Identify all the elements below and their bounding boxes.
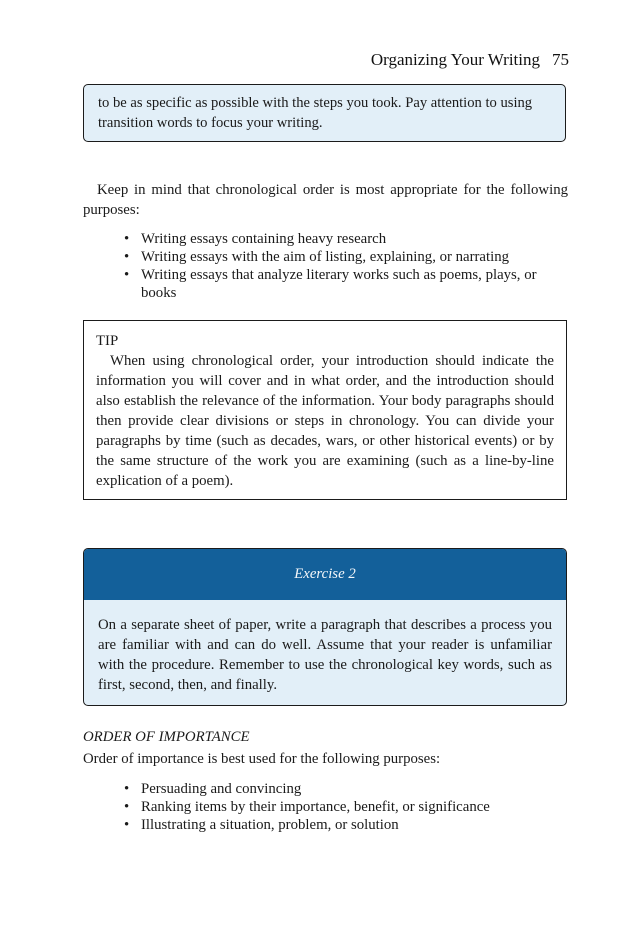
exercise-title: Exercise 2 <box>294 566 356 582</box>
chapter-title: Organizing Your Writing <box>370 50 540 69</box>
tip-box <box>83 320 567 500</box>
list-item: • Ranking items by their importance, benefit, or significance <box>124 798 564 816</box>
continued-exercise-box <box>83 84 566 142</box>
list-item: • Illustrating a situation, problem, or solution <box>124 816 564 834</box>
section-heading: ORDER OF IMPORTANCE <box>83 729 250 745</box>
exercise-header <box>84 549 566 600</box>
continued-exercise-text: to be as specific as possible with the steps you took. Pay attention to using transition words to focus your writing. <box>98 95 533 131</box>
exercise-box <box>83 548 567 706</box>
tip-text: When using chronological order, your introduction should indicate the information you will cover and in what order, and the introduction should also establish the relevance of the information. Your body paragraphs should then provide clear divisions or steps in chronology. You can divide your paragraphs by time (such as decades, wars, or other historical events) or by the same structure of the work you are examining (such as a line-by-line explication of a poem). <box>96 353 554 489</box>
list-item: • Persuading and convincing <box>124 780 564 798</box>
page-number: 75 <box>552 50 569 69</box>
running-header <box>371 50 569 70</box>
chronological-purposes-list <box>124 230 564 302</box>
list-item: • Writing essays with the aim of listing, explaining, or narrating <box>124 248 564 266</box>
chronological-intro-paragraph: Keep in mind that chronological order is most appropriate for the following purposes: <box>83 182 568 218</box>
list-item: • Writing essays containing heavy research <box>124 230 564 248</box>
tip-label: TIP <box>96 333 119 349</box>
exercise-text: On a separate sheet of paper, write a paragraph that describes a process you are familiar with and can do well. Assume that your reader is unfamiliar with the procedure. Remember to use the chronological key words, such as first, second, then, and finally. <box>98 617 552 693</box>
importance-intro-paragraph: Order of importance is best used for the following purposes: <box>83 751 441 767</box>
list-item: • Writing essays that analyze literary works such as poems, plays, or books <box>124 266 564 302</box>
importance-purposes-list <box>124 780 564 834</box>
